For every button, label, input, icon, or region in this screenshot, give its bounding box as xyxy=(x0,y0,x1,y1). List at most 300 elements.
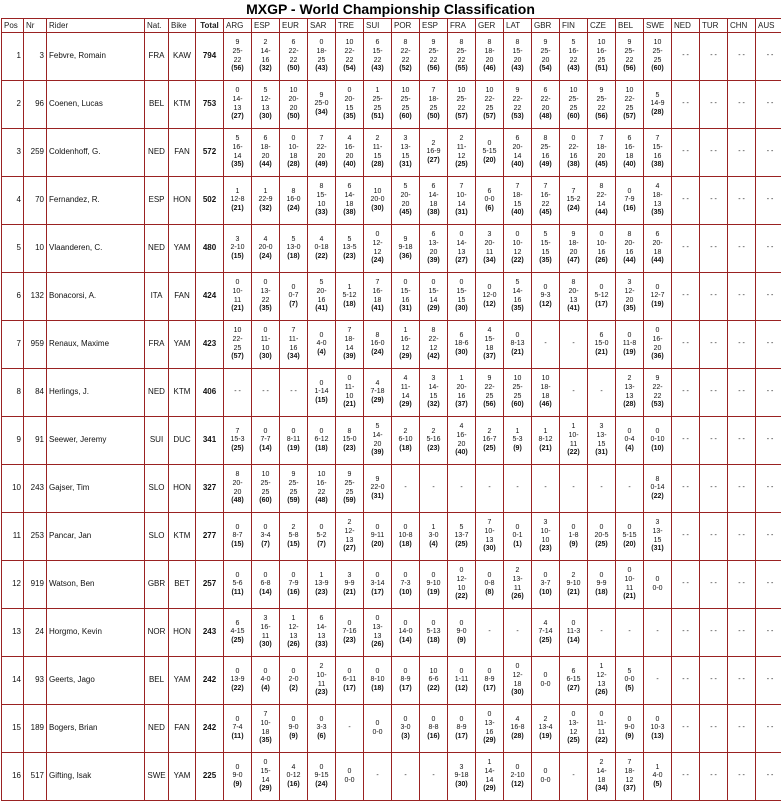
event-result-cell xyxy=(448,33,476,81)
event-result-line: - - xyxy=(766,772,774,780)
event-result-cell xyxy=(420,225,448,273)
event-result-cell xyxy=(364,225,392,273)
event-result-line: 13- xyxy=(428,239,439,247)
rider-pos: 1 xyxy=(2,33,24,81)
rider-pos: 2 xyxy=(2,81,24,129)
event-result-line: - - xyxy=(710,628,717,636)
event-result-cell xyxy=(532,33,560,81)
event-result-cell xyxy=(588,33,616,81)
event-result-line: 8 xyxy=(347,427,352,435)
event-points: (34) xyxy=(483,257,496,265)
event-result-line: 14 xyxy=(261,776,270,784)
event-result-line: 22- xyxy=(428,335,439,343)
event-result-cell xyxy=(672,273,700,321)
event-result-line: 14- xyxy=(428,383,439,391)
event-result-cell xyxy=(364,609,392,657)
event-result-cell xyxy=(392,321,420,369)
event-result-line: 11- xyxy=(260,335,271,343)
event-result-cell xyxy=(644,417,672,465)
header-rider: Rider xyxy=(47,19,145,33)
event-result-line: 15- xyxy=(456,287,467,295)
event-result-cell xyxy=(448,465,476,513)
event-result-cell xyxy=(700,705,728,753)
event-result-line: 5 xyxy=(571,39,576,47)
event-points: (33) xyxy=(315,641,328,649)
event-points: (37) xyxy=(455,401,468,409)
event-result-line: 14-0 xyxy=(398,628,413,636)
event-result-line: 2 xyxy=(571,571,576,579)
event-result-line: - - xyxy=(682,340,689,348)
event-result-line: 11 xyxy=(569,440,578,448)
rider-bike: HON xyxy=(169,609,196,657)
event-result-cell xyxy=(532,753,560,801)
event-result-line: 13- xyxy=(400,143,411,151)
event-result-line: 7-18 xyxy=(370,388,385,396)
event-result-line: 9-10 xyxy=(426,580,441,588)
event-points: (42) xyxy=(427,353,440,361)
event-result-cell xyxy=(756,177,781,225)
event-result-line: 4-0 xyxy=(316,340,327,348)
event-result-line: 0 xyxy=(571,523,576,531)
header-nat: Nat. xyxy=(145,19,169,33)
event-result-cell xyxy=(700,321,728,369)
event-result-line: 2-0 xyxy=(288,676,299,684)
total-points: 327 xyxy=(196,465,224,513)
event-result-line: 16- xyxy=(344,143,355,151)
event-result-line: 16-9 xyxy=(426,148,441,156)
event-result-cell xyxy=(364,561,392,609)
event-points: (35) xyxy=(623,305,636,313)
event-points: (60) xyxy=(511,401,524,409)
event-result-line: 0-12 xyxy=(286,772,301,780)
event-points: (16) xyxy=(287,588,300,596)
event-points: (53) xyxy=(651,401,664,409)
event-result-line: 2 xyxy=(375,135,380,143)
event-result-cell xyxy=(392,417,420,465)
event-points: (23) xyxy=(343,444,356,452)
event-result-cell xyxy=(756,753,781,801)
event-result-line: - - xyxy=(738,292,745,300)
event-result-line: 8 xyxy=(627,231,632,239)
event-result-line: 0 xyxy=(375,615,380,623)
rider-nation: FRA xyxy=(145,321,169,369)
event-result-cell xyxy=(448,273,476,321)
event-result-line: 22 xyxy=(233,56,242,64)
table-row xyxy=(2,417,781,465)
event-points: (34) xyxy=(595,785,608,793)
event-result-line: 6 xyxy=(459,331,464,339)
event-result-line: 16-8 xyxy=(510,724,525,732)
event-result-line: 13-4 xyxy=(538,724,553,732)
event-result-line: 22 xyxy=(653,392,662,400)
event-points: (49) xyxy=(315,161,328,169)
event-result-cell xyxy=(336,513,364,561)
event-result-line: 1 xyxy=(599,663,604,671)
event-result-line: - - xyxy=(738,484,745,492)
event-result-line: - xyxy=(656,676,659,684)
event-result-line: 10- xyxy=(596,239,607,247)
event-result-line: 8-9 xyxy=(400,676,411,684)
event-result-line: 0 xyxy=(655,575,660,583)
event-result-line: - - xyxy=(682,580,689,588)
event-result-line: 0 xyxy=(431,619,436,627)
event-result-cell xyxy=(280,81,308,129)
event-result-line: 25- xyxy=(372,95,383,103)
event-result-line: 18- xyxy=(260,143,271,151)
event-result-line: 2 xyxy=(487,427,492,435)
event-points: (27) xyxy=(231,113,244,121)
event-points: (28) xyxy=(623,401,636,409)
event-result-cell xyxy=(588,657,616,705)
event-points: (37) xyxy=(483,353,496,361)
event-result-line: 22 xyxy=(513,104,522,112)
event-points: (14) xyxy=(259,444,272,452)
event-result-line: 1 xyxy=(655,763,660,771)
event-result-line: 9-15 xyxy=(314,772,329,780)
event-result-cell xyxy=(644,561,672,609)
event-points: (48) xyxy=(315,497,328,505)
event-result-line: 3-0 xyxy=(428,532,439,540)
event-result-line: 18 xyxy=(625,152,634,160)
event-result-cell xyxy=(532,369,560,417)
event-points: (12) xyxy=(539,300,552,308)
event-result-line: - - xyxy=(710,532,717,540)
event-points: (24) xyxy=(259,252,272,260)
total-points: 243 xyxy=(196,609,224,657)
event-result-line: - xyxy=(600,388,603,396)
event-result-cell xyxy=(756,657,781,705)
event-result-cell xyxy=(616,81,644,129)
event-result-line: 1-8 xyxy=(568,532,579,540)
event-points: (10) xyxy=(399,588,412,596)
event-result-line: 13 xyxy=(653,200,662,208)
event-result-line: 10 xyxy=(597,39,606,47)
header-event-arg-0: ARG xyxy=(224,19,252,33)
event-points: (45) xyxy=(399,209,412,217)
event-result-cell xyxy=(644,513,672,561)
event-points: (51) xyxy=(595,65,608,73)
event-result-cell xyxy=(224,129,252,177)
event-result-line: 16 xyxy=(317,296,326,304)
rider-pos: 8 xyxy=(2,369,24,417)
event-result-line: 14 xyxy=(233,152,242,160)
event-result-line: 0 xyxy=(347,667,352,675)
event-result-line: 13 xyxy=(261,104,270,112)
event-result-line: 1-14 xyxy=(314,388,329,396)
event-result-line: - - xyxy=(738,580,745,588)
event-points: (25) xyxy=(455,161,468,169)
event-result-line: 22- xyxy=(316,143,327,151)
event-result-line: - xyxy=(572,484,575,492)
event-result-line: 11 xyxy=(625,584,634,592)
event-result-cell xyxy=(644,177,672,225)
event-result-line: 10- xyxy=(568,431,579,439)
event-result-line: 7 xyxy=(431,87,436,95)
event-result-line: 6 xyxy=(375,39,380,47)
event-result-line: 4 xyxy=(347,135,352,143)
event-result-line: 16- xyxy=(568,47,579,55)
event-points: (29) xyxy=(399,401,412,409)
rider-pos: 6 xyxy=(2,273,24,321)
event-result-line: 9 xyxy=(543,39,548,47)
event-result-line: 0 xyxy=(431,571,436,579)
event-result-cell xyxy=(252,33,280,81)
event-result-line: 0 xyxy=(347,767,352,775)
event-result-line: 10 xyxy=(513,375,522,383)
event-result-line: 5-12 xyxy=(594,292,609,300)
event-result-cell xyxy=(308,369,336,417)
event-result-cell xyxy=(336,705,364,753)
event-result-line: 25 xyxy=(597,56,606,64)
event-result-line: 4 xyxy=(459,423,464,431)
event-result-line: 16- xyxy=(232,143,243,151)
event-points: (24) xyxy=(315,780,328,788)
event-result-line: - - xyxy=(682,244,689,252)
event-result-line: 25- xyxy=(652,47,663,55)
event-result-line: 20 xyxy=(485,56,494,64)
event-result-line: 0 xyxy=(459,667,464,675)
event-points: (15) xyxy=(231,252,244,260)
event-result-line: 6 xyxy=(263,135,268,143)
event-result-line: 5-15 xyxy=(482,148,497,156)
event-result-line: 25 xyxy=(373,104,382,112)
event-points: (22) xyxy=(595,737,608,745)
event-points: (60) xyxy=(567,113,580,121)
event-result-line: 8 xyxy=(235,471,240,479)
event-result-cell xyxy=(532,129,560,177)
event-result-cell xyxy=(504,225,532,273)
event-result-cell xyxy=(336,753,364,801)
event-result-line: - - xyxy=(710,100,717,108)
event-result-line: 13 xyxy=(625,392,634,400)
event-result-cell xyxy=(616,273,644,321)
event-result-line: 2-10 xyxy=(510,772,525,780)
event-result-cell xyxy=(420,561,448,609)
event-points: (7) xyxy=(289,300,298,308)
event-points: (22) xyxy=(427,684,440,692)
event-result-line: 7-9 xyxy=(288,580,299,588)
event-result-line: 0 xyxy=(319,763,324,771)
header-bike: Bike xyxy=(169,19,196,33)
event-result-line: - xyxy=(544,484,547,492)
event-result-line: 1 xyxy=(347,283,352,291)
event-points: (23) xyxy=(539,545,552,553)
event-result-line: 13-7 xyxy=(454,532,469,540)
event-points: (29) xyxy=(483,737,496,745)
event-result-line: 2 xyxy=(431,427,436,435)
event-points: (19) xyxy=(427,588,440,596)
event-result-line: - - xyxy=(710,436,717,444)
event-result-line: 0 xyxy=(543,767,548,775)
event-result-line: 14- xyxy=(428,191,439,199)
event-result-line: 0 xyxy=(459,279,464,287)
event-result-cell xyxy=(588,225,616,273)
event-result-line: 25- xyxy=(540,143,551,151)
event-result-line: 1 xyxy=(515,427,520,435)
event-result-line: 5 xyxy=(627,667,632,675)
event-result-cell xyxy=(728,561,756,609)
event-result-cell xyxy=(252,657,280,705)
event-result-line: 13 xyxy=(457,248,466,256)
event-result-line: 25- xyxy=(232,47,243,55)
event-result-line: 25 xyxy=(485,392,494,400)
event-result-cell xyxy=(560,225,588,273)
event-result-line: 13 xyxy=(233,104,242,112)
rider-number: 517 xyxy=(24,753,47,801)
event-result-line: 25- xyxy=(456,95,467,103)
event-result-line: 0 xyxy=(627,715,632,723)
event-result-cell xyxy=(756,129,781,177)
event-result-line: 9-9 xyxy=(344,580,355,588)
event-result-cell xyxy=(504,321,532,369)
event-result-line: 8-10 xyxy=(370,676,385,684)
event-result-cell xyxy=(588,753,616,801)
event-result-line: 16 xyxy=(653,152,662,160)
event-result-line: 11-3 xyxy=(566,628,581,636)
rider-bike: YAM xyxy=(169,225,196,273)
event-result-line: 18- xyxy=(652,191,663,199)
event-result-cell xyxy=(280,513,308,561)
event-result-line: 8 xyxy=(459,39,464,47)
event-result-cell xyxy=(532,465,560,513)
event-result-line: 12-7 xyxy=(650,292,665,300)
event-result-cell xyxy=(560,321,588,369)
event-result-line: 11- xyxy=(400,383,411,391)
event-result-line: - - xyxy=(682,628,689,636)
event-result-line: 14 xyxy=(485,776,494,784)
event-result-cell xyxy=(756,705,781,753)
event-points: (18) xyxy=(595,588,608,596)
rider-number: 84 xyxy=(24,369,47,417)
event-result-line: 25 xyxy=(513,392,522,400)
event-points: (29) xyxy=(399,353,412,361)
event-points: (15) xyxy=(231,540,244,548)
event-result-line: 14 xyxy=(457,200,466,208)
event-result-cell xyxy=(644,753,672,801)
event-result-line: 0 xyxy=(599,711,604,719)
header-event-swe-15: SWE xyxy=(644,19,672,33)
rider-bike: KTM xyxy=(169,81,196,129)
rider-nation: SLO xyxy=(145,465,169,513)
event-result-line: - xyxy=(544,340,547,348)
event-result-cell xyxy=(700,225,728,273)
event-result-cell xyxy=(336,33,364,81)
event-result-cell xyxy=(504,609,532,657)
event-result-line: 7-7 xyxy=(260,436,271,444)
event-points: (35) xyxy=(343,113,356,121)
event-result-line: 12 xyxy=(457,152,466,160)
rider-name: Renaux, Maxime xyxy=(47,321,145,369)
event-result-line: - xyxy=(572,772,575,780)
header-event-tre-4: TRE xyxy=(336,19,364,33)
event-points: (12) xyxy=(511,780,524,788)
event-result-cell xyxy=(672,417,700,465)
event-result-line: 9 xyxy=(235,39,240,47)
rider-number: 91 xyxy=(24,417,47,465)
event-result-cell xyxy=(364,753,392,801)
event-result-cell xyxy=(224,225,252,273)
event-points: (9) xyxy=(569,540,578,548)
event-points: (2) xyxy=(289,684,298,692)
event-result-line: 9 xyxy=(515,87,520,95)
event-result-cell xyxy=(616,369,644,417)
event-result-line: 20 xyxy=(345,152,354,160)
event-result-line: 3 xyxy=(543,519,548,527)
event-result-cell xyxy=(672,753,700,801)
event-result-line: 25- xyxy=(512,383,523,391)
event-result-line: 7 xyxy=(263,711,268,719)
event-points: (49) xyxy=(539,161,552,169)
event-result-line: 0 xyxy=(627,187,632,195)
event-result-cell xyxy=(588,561,616,609)
event-result-line: 13- xyxy=(372,623,383,631)
event-result-line: 6 xyxy=(291,39,296,47)
rider-number: 959 xyxy=(24,321,47,369)
event-points: (18) xyxy=(287,252,300,260)
header-event-cze-13: CZE xyxy=(588,19,616,33)
event-result-line: 10 xyxy=(541,375,550,383)
event-result-line: 22 xyxy=(317,488,326,496)
rider-nation: BEL xyxy=(145,657,169,705)
event-result-cell xyxy=(448,705,476,753)
event-result-cell xyxy=(224,609,252,657)
event-result-cell xyxy=(392,513,420,561)
event-result-cell xyxy=(224,657,252,705)
event-result-cell xyxy=(252,225,280,273)
table-row xyxy=(2,369,781,417)
event-result-cell xyxy=(392,177,420,225)
event-result-cell xyxy=(504,177,532,225)
event-result-line: 0 xyxy=(319,427,324,435)
event-result-line: 5-2 xyxy=(316,532,327,540)
event-result-line: 0 xyxy=(627,523,632,531)
event-result-line: 8 xyxy=(515,39,520,47)
rider-name: Geerts, Jago xyxy=(47,657,145,705)
event-result-line: 20- xyxy=(232,479,243,487)
event-result-line: 13-9 xyxy=(314,580,329,588)
rider-bike: HON xyxy=(169,465,196,513)
event-result-cell xyxy=(728,705,756,753)
event-result-cell xyxy=(392,33,420,81)
event-result-line: 2 xyxy=(515,567,520,575)
event-result-line: 14- xyxy=(596,767,607,775)
event-result-line: - - xyxy=(682,676,689,684)
event-result-line: 0-14 xyxy=(650,484,665,492)
event-result-line: 8 xyxy=(571,279,576,287)
event-points: (14) xyxy=(259,588,272,596)
event-result-line: 0 xyxy=(459,619,464,627)
table-row xyxy=(2,657,781,705)
event-result-cell xyxy=(448,417,476,465)
event-result-line: - - xyxy=(766,388,774,396)
event-result-cell xyxy=(560,657,588,705)
event-points: (57) xyxy=(455,113,468,121)
event-result-line: 25 xyxy=(345,488,354,496)
event-points: (25) xyxy=(595,540,608,548)
event-points: (30) xyxy=(259,641,272,649)
event-points: (25) xyxy=(483,444,496,452)
event-result-cell xyxy=(672,321,700,369)
event-result-line: 0 xyxy=(515,523,520,531)
event-result-line: 20 xyxy=(401,200,410,208)
event-result-cell xyxy=(392,273,420,321)
event-result-line: 8 xyxy=(319,183,324,191)
event-points: (26) xyxy=(287,641,300,649)
event-points: (30) xyxy=(371,204,384,212)
event-result-line: 10 xyxy=(345,392,354,400)
event-points: (38) xyxy=(427,209,440,217)
event-result-line: - - xyxy=(710,580,717,588)
